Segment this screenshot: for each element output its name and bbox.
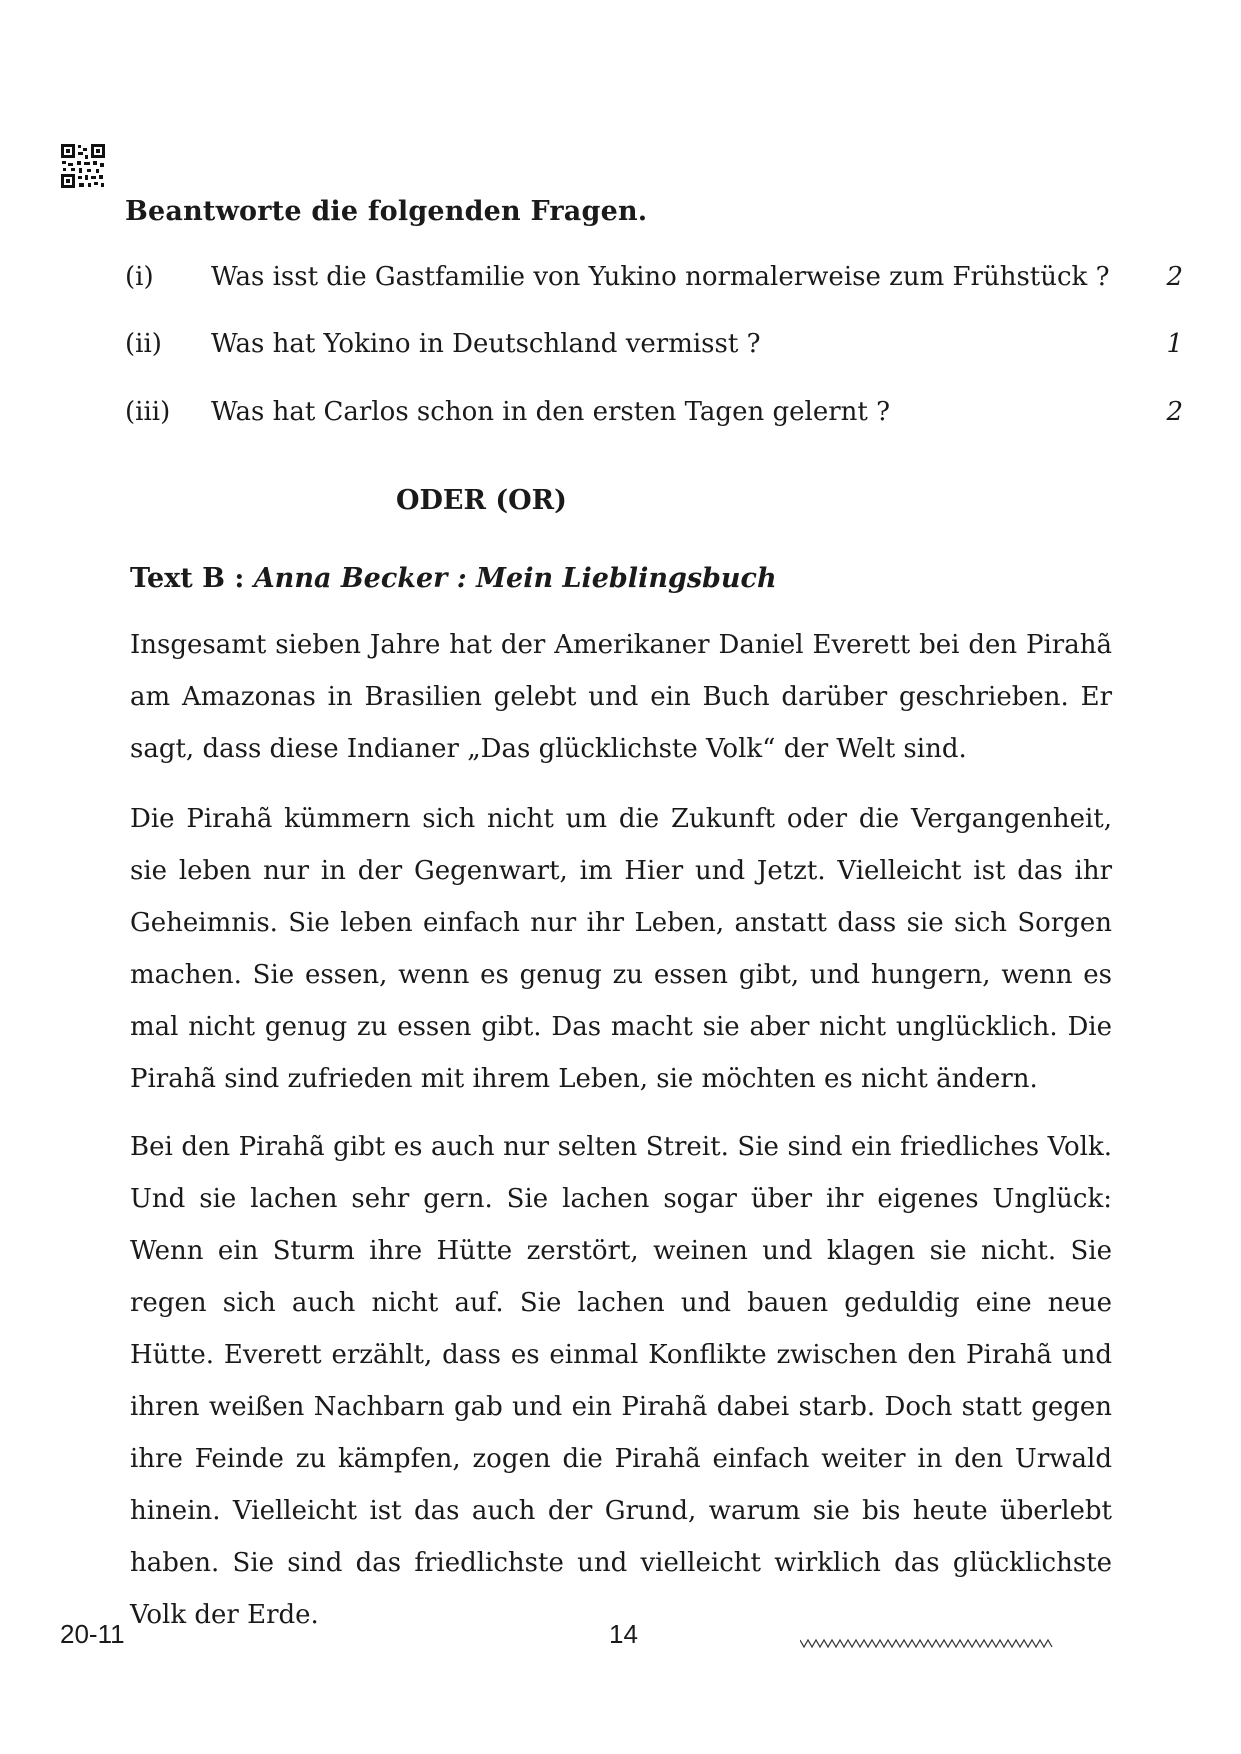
question-number: (ii) <box>125 329 162 359</box>
question-item <box>0 397 1241 437</box>
question-marks: 2 <box>1166 397 1183 427</box>
question-marks: 2 <box>1166 262 1183 292</box>
section-heading: Beantworte die folgenden Fragen. <box>125 196 648 227</box>
text-b-label: Text B : <box>130 563 254 594</box>
or-separator: ODER (OR) <box>396 485 567 516</box>
question-text: Was isst die Gastfamilie von Yukino normalerweise zum Frühstück ? <box>211 262 1110 292</box>
question-number: (i) <box>125 262 154 292</box>
question-text: Was hat Carlos schon in den ersten Tagen gelernt ? <box>211 397 891 427</box>
reading-paragraph: Die Pirahã kümmern sich nicht um die Zukunft oder die Vergangenheit, sie leben nur in der Gegenwart, im Hier und Jetzt. Vielleicht ist das ihr Geheimnis. Sie leben einfach nur ihr Leben, anstatt dass sie sich Sorgen machen. Sie essen, wenn es genug zu essen gibt, und hungern, wenn es mal nicht genug zu essen gibt. Das macht sie aber nicht unglücklich. Die Pirahã sind zufrieden mit ihrem Leben, sie möchten es nicht ändern. <box>130 804 1112 1094</box>
reading-paragraph: Bei den Pirahã gibt es auch nur selten Streit. Sie sind ein friedliches Volk. Und sie lachen sehr gern. Sie lachen sogar über ihr eigenes Unglück: Wenn ein Sturm ihre Hütte zerstört, weinen und klagen sie nicht. Sie regen sich auch nicht auf. Sie lachen und bauen geduldig eine neue Hütte. Everett erzählt, dass es einmal Konflikte zwischen den Pirahã und ihren weißen Nachbarn gab und ein Pirahã dabei starb. Doch statt gegen ihre Feinde zu kämpfen, zogen die Pirahã einfach weiter in den Urwald hinein. Vielleicht ist das auch der Grund, warum sie bis heute überlebt haben. Sie sind das friedlichste und vielleicht wirklich das glücklichste Volk der Erde. <box>130 1132 1112 1630</box>
question-item <box>0 329 1241 369</box>
question-item <box>0 262 1241 302</box>
qr-code-icon <box>60 143 106 189</box>
question-number: (iii) <box>125 397 171 427</box>
reading-paragraph: Insgesamt sieben Jahre hat der Amerikaner Daniel Everett bei den Pirahã am Amazonas in Brasilien gelebt und ein Buch darüber geschrieben. Er sagt, dass diese Indianer „Das glücklichste Volk“ der Welt sind. <box>130 630 1112 764</box>
text-b-book-title: Anna Becker : Mein Lieblingsbuch <box>253 563 777 594</box>
wavy-line-icon <box>800 1636 1054 1650</box>
exam-code: 20-11 <box>60 1619 125 1649</box>
question-marks: 1 <box>1166 329 1183 359</box>
page-number: 14 <box>609 1619 638 1649</box>
text-b-title <box>130 563 777 594</box>
question-text: Was hat Yokino in Deutschland vermisst ? <box>211 329 761 359</box>
